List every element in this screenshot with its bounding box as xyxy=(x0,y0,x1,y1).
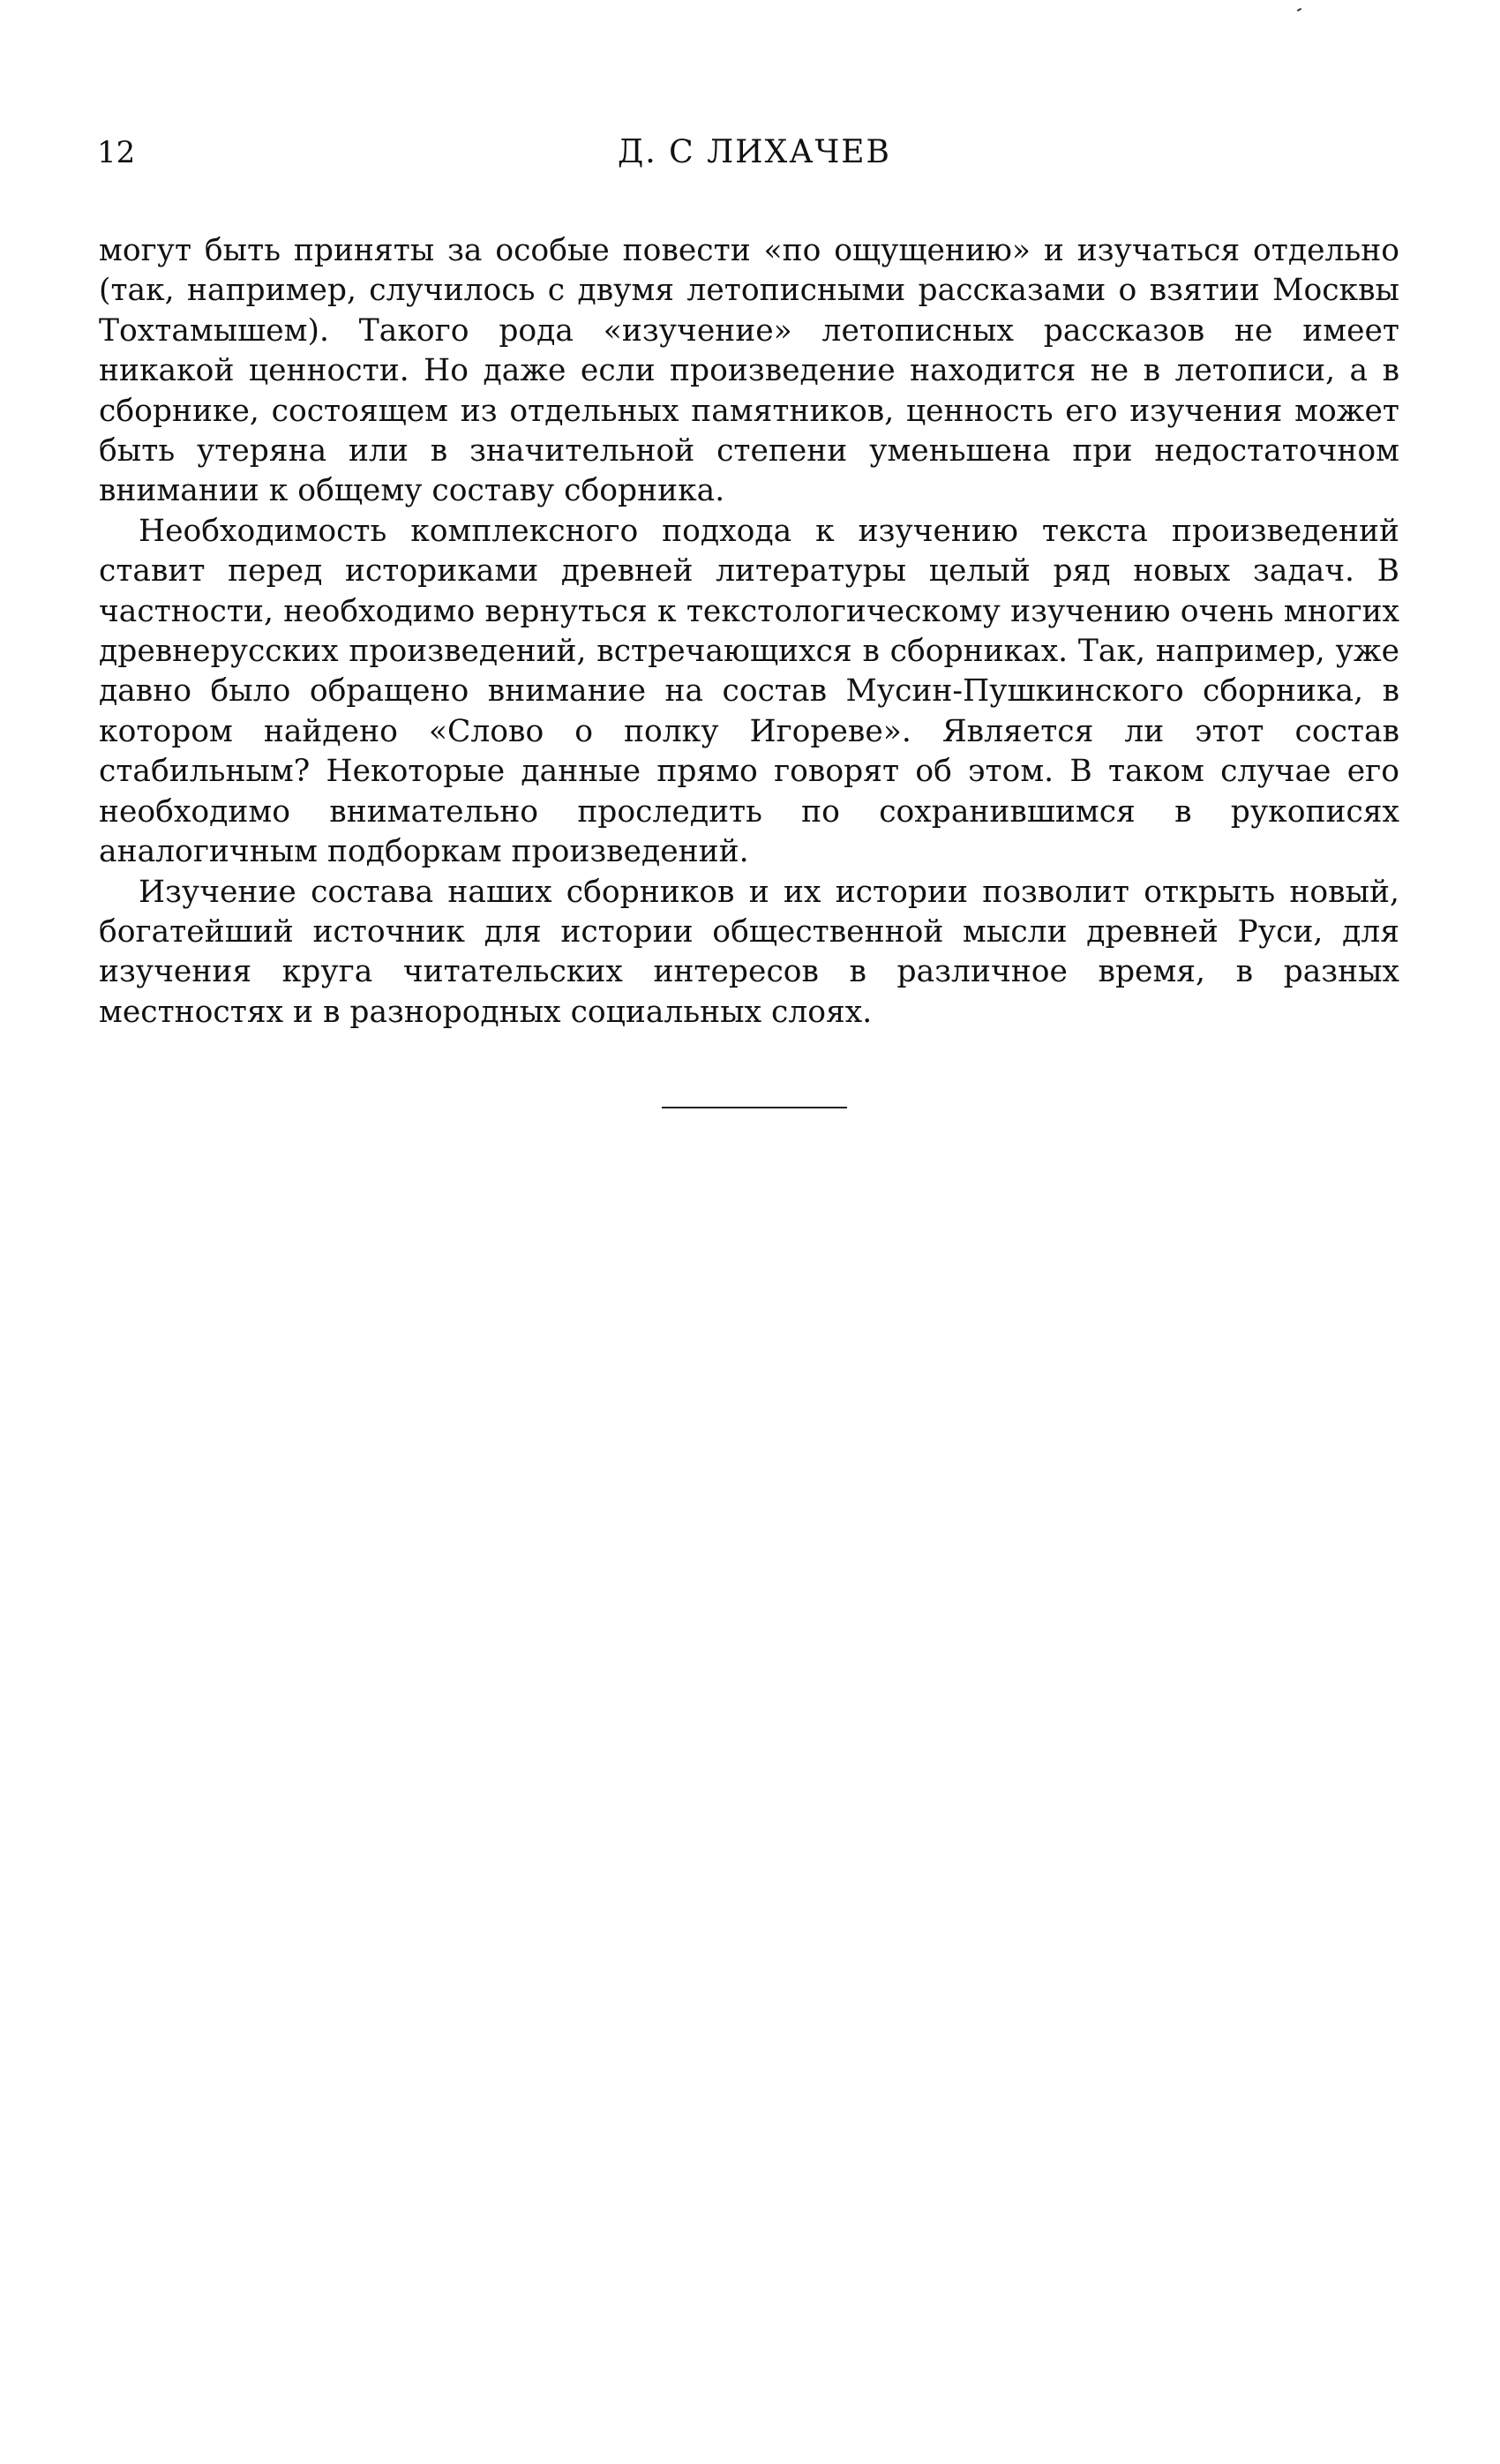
scan-speck xyxy=(1297,8,1301,11)
running-head-author: Д. С ЛИХАЧЕВ xyxy=(617,134,892,170)
paragraph: Изучение состава наших сборников и их истории позволит открыть новый, богатейший источник для истории общественной мысли древней Руси, для изучения круга читательских интересов в различное время, в разных местностях и в разнородных социальных слоях. xyxy=(99,874,1399,1030)
section-end-rule xyxy=(662,1107,847,1108)
page-header xyxy=(97,131,1412,175)
paragraph-continued: могут быть приняты за особые повести «по ощущению» и изучаться отдельно (так, например, случилось с двумя летописными рассказами о взятии Москвы Тохтамышем). Такого рода «изучение» летописных рассказов не имеет никакой ценности. Но даже если произведение находится не в летописи, а в сборнике, состоящем из отдельных памятников, ценность его изучения может быть утеряна или в значительной степени уменьшена при недостаточном внимании к общему составу сборника. xyxy=(99,233,1399,509)
paragraph: Необходимость комплексного подхода к изучению текста произведений ставит перед историками древней литературы целый ряд новых задач. В частности, необходимо вернуться к текстологическому изучению очень многих древнерусских произведений, встречающихся в сборниках. Так, например, уже давно было обращено внимание на состав Мусин-Пушкинского сборника, в котором найдено «Слово о полку Игореве». Является ли этот состав стабильным? Некоторые данные прямо говорят об этом. В таком случае его необходимо внимательно проследить по сохранившимся в рукописях аналогичным подборкам произведений. xyxy=(99,513,1399,870)
body-text xyxy=(99,231,1399,1033)
page-number: 12 xyxy=(97,135,136,170)
